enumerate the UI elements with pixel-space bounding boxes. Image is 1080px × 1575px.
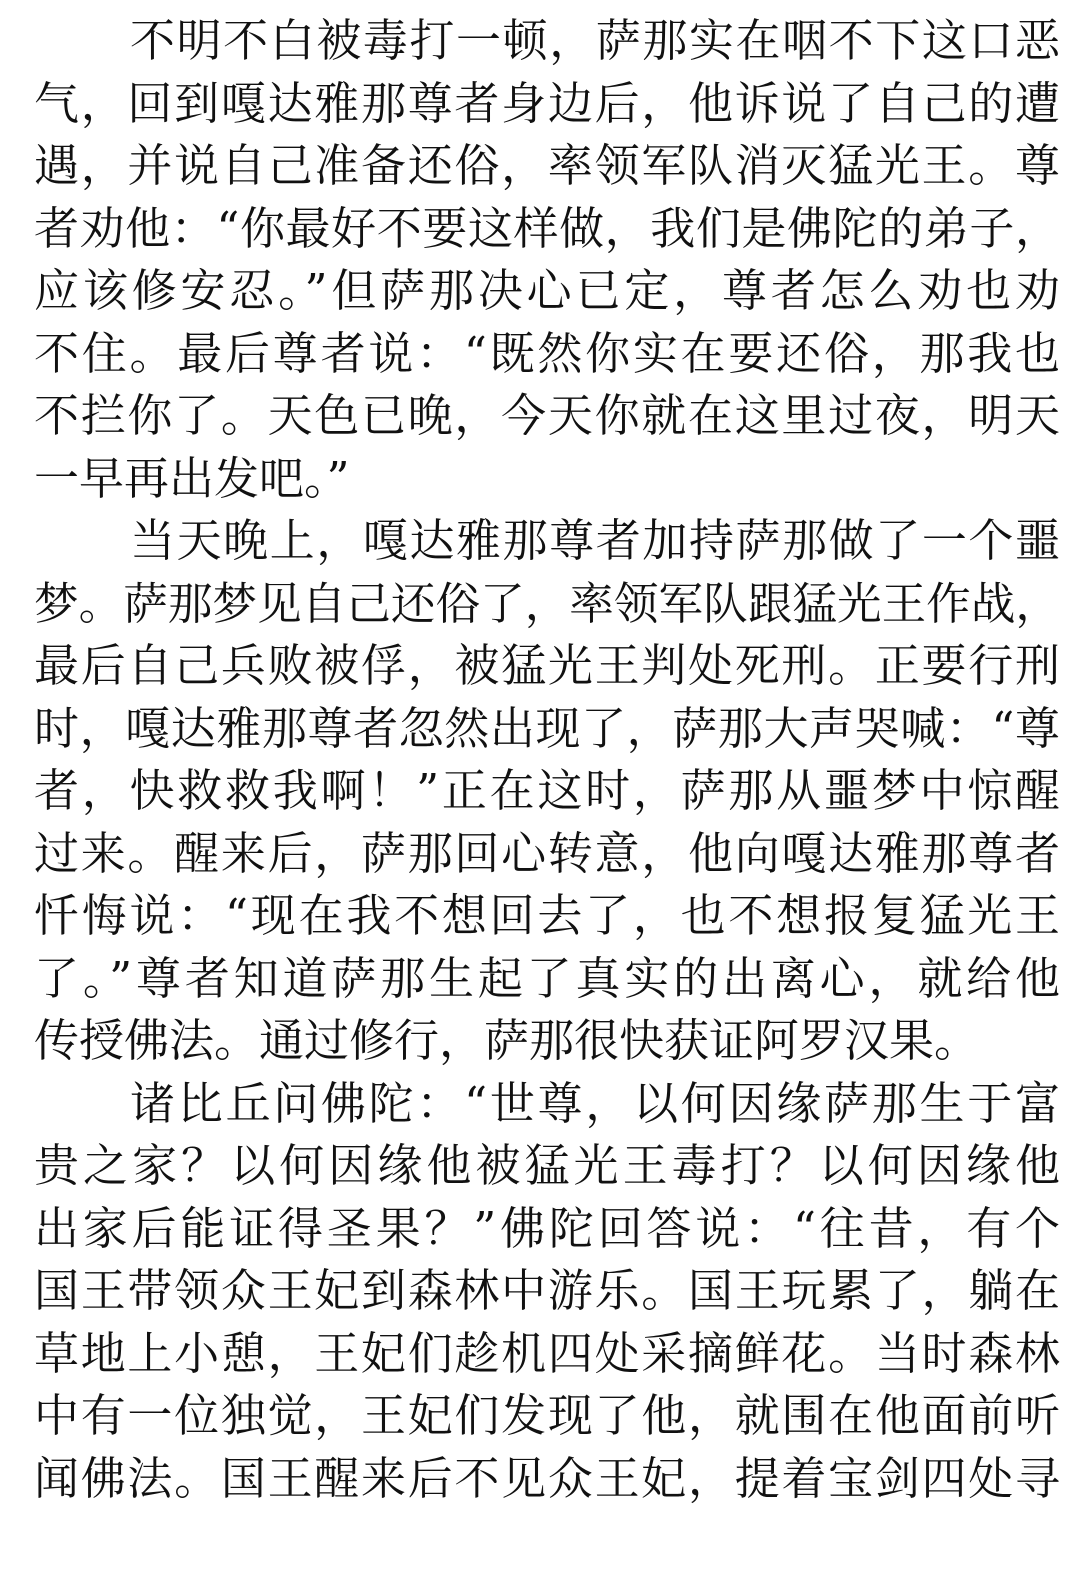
text-line: 忏悔说：“现在我不想回去了，也不想报复猛光王 — [34, 889, 1060, 942]
text-line: 诸比丘问佛陀：“世尊，以何因缘萨那生于富 — [130, 1076, 1060, 1130]
text-line: 中有一位独觉，王妃们发现了他，就围在他面前听 — [34, 1389, 1060, 1442]
text-line: 当天晚上，嘎达雅那尊者加持萨那做了一个噩 — [130, 514, 1060, 567]
text-line: 不拦你了。天色已晚，今天你就在这里过夜，明天 — [34, 389, 1060, 442]
text-line: 了。”尊者知道萨那生起了真实的出离心，就给他 — [34, 951, 1060, 1005]
text-line: 闻佛法。国王醒来后不见众王妃，提着宝剑四处寻 — [34, 1451, 1060, 1505]
text-line: 者劝他：“你最好不要这样做，我们是佛陀的弟子， — [34, 201, 1060, 255]
text-line: 应该修安忍。”但萨那决心已定，尊者怎么劝也劝 — [34, 264, 1060, 317]
text-line: 国王带领众王妃到森林中游乐。国王玩累了，躺在 — [34, 1264, 1060, 1317]
text-line: 一早再出发吧。” — [34, 451, 350, 505]
text-line: 不明不白被毒打一顿，萨那实在咽不下这口恶 — [130, 14, 1060, 67]
text-line: 时，嘎达雅那尊者忽然出现了，萨那大声哭喊：“尊 — [34, 701, 1060, 755]
text-line: 气，回到嘎达雅那尊者身边后，他诉说了自己的遭 — [34, 76, 1060, 130]
text-line: 草地上小憩，王妃们趁机四处采摘鲜花。当时森林 — [34, 1326, 1060, 1380]
text-line: 出家后能证得圣果？”佛陀回答说：“往昔，有个 — [34, 1201, 1060, 1255]
text-line: 梦。萨那梦见自己还俗了，率领军队跟猛光王作战， — [34, 577, 1060, 630]
text-line: 传授佛法。通过修行，萨那很快获证阿罗汉果。 — [34, 1014, 980, 1067]
text-line: 不住。最后尊者说：“既然你实在要还俗，那我也 — [34, 326, 1060, 380]
text-line: 过来。醒来后，萨那回心转意，他向嘎达雅那尊者 — [34, 826, 1060, 880]
text-line: 者，快救救我啊！”正在这时，萨那从噩梦中惊醒 — [34, 764, 1060, 817]
text-line: 贵之家？以何因缘他被猛光王毒打？以何因缘他 — [34, 1139, 1060, 1192]
text-line: 遇，并说自己准备还俗，率领军队消灭猛光王。尊 — [34, 139, 1060, 192]
article-body — [34, 10, 1060, 1510]
text-line: 最后自己兵败被俘，被猛光王判处死刑。正要行刑 — [34, 639, 1060, 692]
